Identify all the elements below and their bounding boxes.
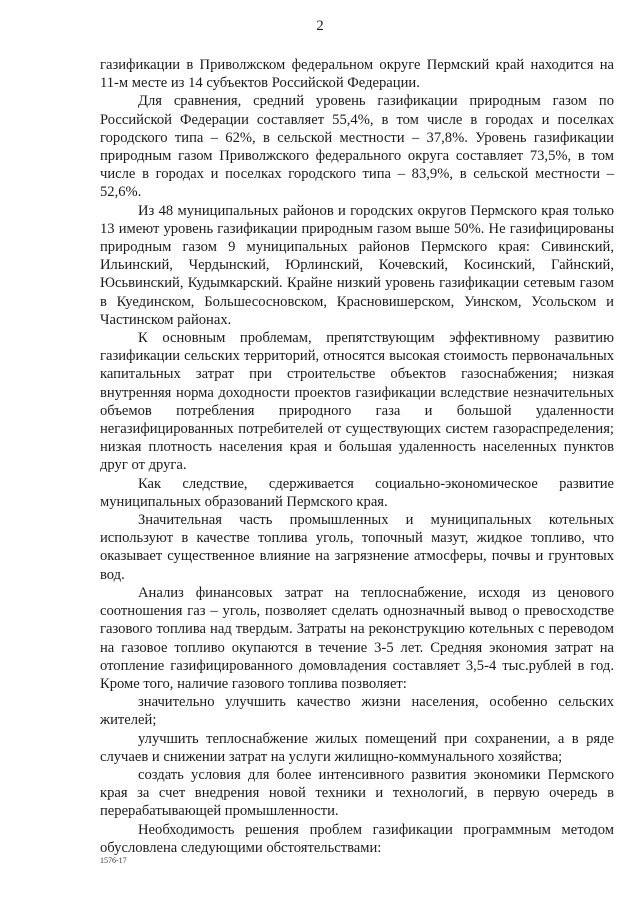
paragraph-benefit-quality-of-life: значительно улучшить качество жизни населения, особенно сельских жителей; bbox=[100, 694, 614, 729]
document-body bbox=[100, 56, 614, 857]
page-number: 2 bbox=[316, 18, 324, 34]
paragraph-consequence: Как следствие, сдерживается социально-экономическое развитие муниципальных образований Пермского края. bbox=[100, 475, 614, 510]
document-footer-code: 1576-17 bbox=[100, 856, 127, 865]
paragraph-financial-analysis: Анализ финансовых затрат на теплоснабжение, исходя из ценового соотношения газ – уголь, позволяет сделать однозначный вывод о превосходстве газового топлива над твердым. Затраты на реконструкцию котельных с переводом на газовое топливо окупаются в течение 3-5 лет. Средняя экономия затрат на отопление газифицированного домовладения составляет 3,5-4 тыс.рублей в год. Кроме того, наличие газового топлива позволяет: bbox=[100, 584, 614, 692]
paragraph-main-problems: К основным проблемам, препятствующим эффективному развитию газификации сельских территорий, относятся высокая стоимость первоначальных капитальных затрат при строительстве объектов газоснабжения; низкая внутренняя норма доходности проектов газификации вследствие незначительных объемов потребления природного газа и большой удаленности негазифицированных потребителей от существующих систем газораспределения; низкая плотность населения края и большая удаленность населенных пунктов друг от друга. bbox=[100, 330, 614, 474]
paragraph-program-necessity: Необходимость решения проблем газификации программным методом обусловлена следующими обстоятельствами: bbox=[100, 821, 614, 856]
paragraph-benefit-economy: создать условия для более интенсивного развития экономики Пермского края за счет внедрения новой техники и технологий, в первую очередь в перерабатывающей промышленности. bbox=[100, 766, 614, 820]
paragraph-benefit-heating: улучшить теплоснабжение жилых помещений при сохранении, а в ряде случаев и снижении затрат на услуги жилищно-коммунального хозяйства; bbox=[100, 730, 614, 765]
paragraph-gasification-rank: газификации в Приволжском федеральном округе Пермский край находится на 11-м месте из 14 субъектов Российской Федерации. bbox=[100, 57, 614, 92]
paragraph-comparison-levels: Для сравнения, средний уровень газификации природным газом по Российской Федерации составляет 55,4%, в том числе в городах и поселках городского типа – 62%, в сельской местности – 37,8%. Уровень газификации природным газом Приволжского федерального округа составляет 73,5%, в том числе в городах и поселках городского типа – 83,9%, в сельской местности – 52,6%. bbox=[100, 93, 614, 201]
paragraph-municipal-districts: Из 48 муниципальных районов и городских округов Пермского края только 13 имеют уровень газификации природным газом выше 50%. Не газифицированы природным газом 9 муниципальных районов Пермского края: Сивинский, Ильинский, Чердынский, Юрлинский, Кочевский, Косинский, Гайнский, Юсьвинский, Кудымкарский. Крайне низкий уровень газификации сетевым газом в Куединском, Большесосновском, Красновишерском, Уинском, Усольском и Частинском районах. bbox=[100, 202, 614, 328]
paragraph-boiler-fuel: Значительная часть промышленных и муниципальных котельных используют в качестве топлива уголь, топочный мазут, жидкое топливо, что оказывает существенное влияние на загрязнение атмосферы, почвы и грунтовых вод. bbox=[100, 512, 614, 583]
